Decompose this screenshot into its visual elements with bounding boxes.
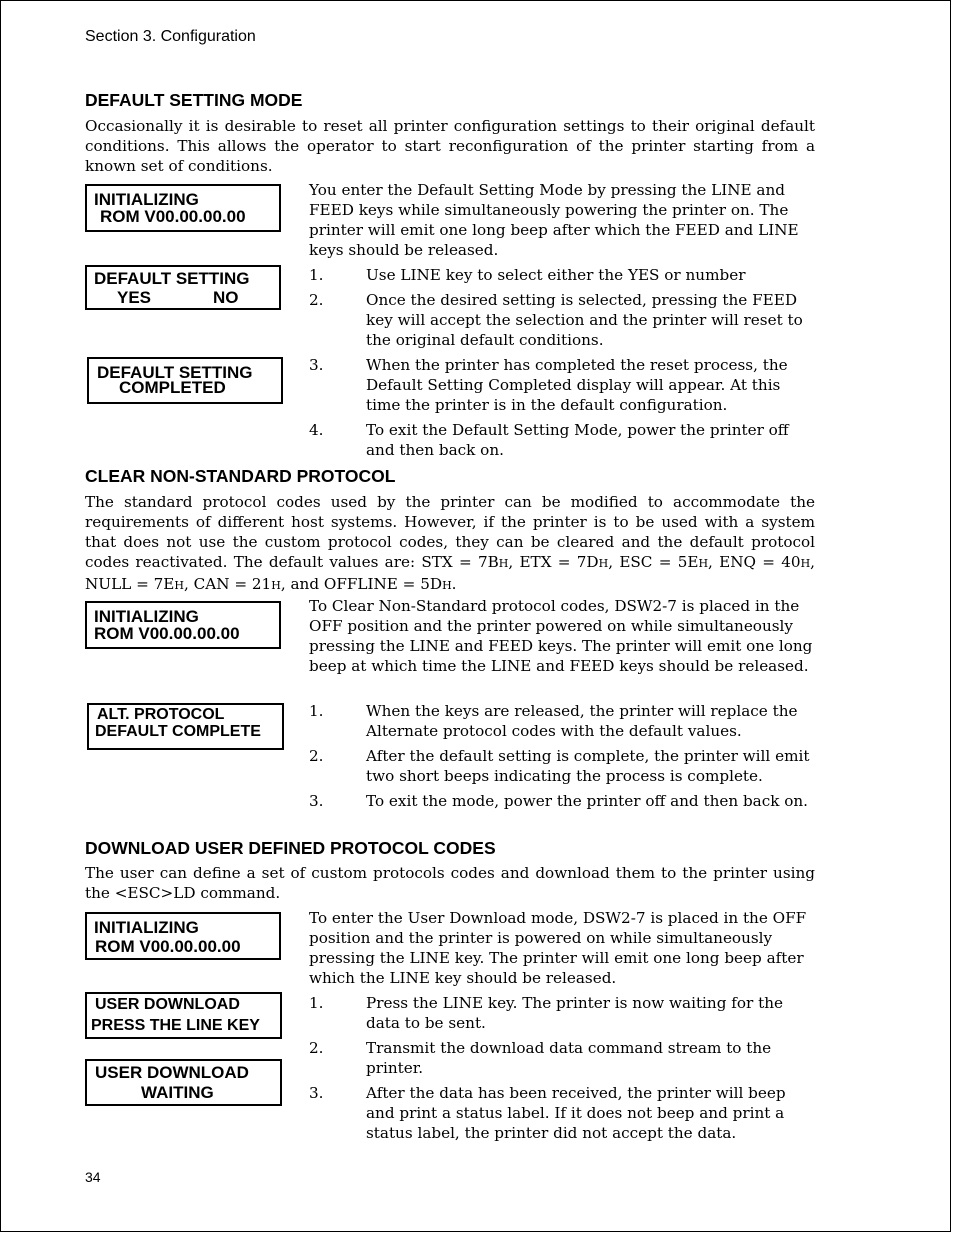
section-lead-default-setting: You enter the Default Setting Mode by pressing the LINE and FEED keys while simultaneously powering the printer on. The printer will emit one long beep after which the FEED and LINE keys should be released.: [309, 181, 799, 259]
section-intro-default-setting: Occasionally it is desirable to reset all printer configuration settings to their original default conditions. This allows the operator to start reconfiguration of the printer starting from a known set of conditions.: [85, 117, 815, 175]
lcd-line-2: ROM V00.00.00.00: [100, 207, 246, 226]
section-header: Section 3. Configuration: [85, 28, 256, 45]
section-lead-download-protocol: To enter the User Download mode, DSW2-7 is placed in the OFF position and the printer is powered on while simultaneously pressing the LINE key. The printer will emit one long beep after which the LINE key should be released.: [309, 909, 807, 987]
lcd-line-1: ALT. PROTOCOL: [97, 706, 225, 723]
lcd-line-2: ROM V00.00.00.00: [95, 937, 241, 956]
step-number: 1.: [309, 994, 324, 1012]
lcd-line-1: DEFAULT SETTING: [97, 363, 253, 382]
lcd-display-initializing: [85, 184, 281, 232]
section-title-clear-protocol: CLEAR NON-STANDARD PROTOCOL: [85, 466, 396, 486]
step-number: 4.: [309, 421, 324, 439]
lcd-line-1: INITIALIZING: [94, 918, 199, 937]
section-title-download-protocol: DOWNLOAD USER DEFINED PROTOCOL CODES: [85, 838, 496, 858]
lcd-display-alt-protocol: [87, 703, 284, 750]
step-text: After the default setting is complete, the printer will emit two short beeps indicating the process is complete.: [366, 747, 810, 785]
lcd-line-1: INITIALIZING: [94, 190, 199, 209]
lcd-line-1: USER DOWNLOAD: [95, 996, 240, 1013]
step-text: When the keys are released, the printer will replace the Alternate protocol codes with the default values.: [366, 702, 798, 740]
lcd-option-yes: YES: [117, 288, 152, 307]
section-intro-download-protocol: The user can define a set of custom protocols codes and download them to the printer using the <ESC>LD command.: [85, 864, 815, 902]
lcd-line-2: ROM V00.00.00.00: [94, 624, 240, 643]
lcd-display-initializing: [85, 912, 281, 960]
lcd-display-user-download-press: [85, 992, 282, 1039]
lcd-line-2: WAITING: [141, 1083, 214, 1102]
lcd-option-no: NO: [213, 288, 239, 307]
step-number: 1.: [309, 266, 324, 284]
page-number: 34: [85, 1169, 101, 1185]
lcd-line-1: INITIALIZING: [94, 607, 199, 626]
step-number: 2.: [309, 747, 324, 765]
step-text: Transmit the download data command stream to the printer.: [366, 1039, 772, 1077]
step-text: When the printer has completed the reset process, the Default Setting Completed display will appear. At this time the printer is in the default configuration.: [366, 356, 788, 414]
section-intro-clear-protocol: The standard protocol codes used by the printer can be modified to accommodate the requirements of different host systems. However, if the printer is to be used with a system that does not use the custom protocol codes, they can be cleared and the default protocol codes reactivated. The default values are: STX = 7BH, ETX = 7DH, ESC = 5EH, ENQ = 40H, NULL = 7EH, CAN = 21H, and OFFLINE = 5DH.: [85, 493, 815, 593]
step-number: 2.: [309, 291, 324, 309]
lcd-line-1: DEFAULT SETTING: [94, 269, 250, 288]
section-title-default-setting: DEFAULT SETTING MODE: [85, 90, 303, 110]
step-number: 3.: [309, 792, 324, 810]
lcd-display-user-download-waiting: [85, 1059, 282, 1106]
lcd-display-initializing: [85, 601, 281, 649]
lcd-line-2: DEFAULT COMPLETE: [95, 723, 261, 740]
lcd-display-default-setting-yes-no: [85, 265, 281, 310]
step-text: Use LINE key to select either the YES or number: [366, 266, 746, 284]
step-text: Press the LINE key. The printer is now waiting for the data to be sent.: [366, 994, 783, 1032]
step-number: 1.: [309, 702, 324, 720]
step-text: To exit the mode, power the printer off and then back on.: [366, 792, 809, 810]
lcd-line-1: USER DOWNLOAD: [95, 1063, 249, 1082]
lcd-line-2: PRESS THE LINE KEY: [91, 1017, 260, 1034]
lcd-line-2: COMPLETED: [119, 378, 226, 397]
step-text: After the data has been received, the printer will beep and print a status label. If it does not beep and print a status label, the printer did not accept the data.: [366, 1084, 786, 1142]
step-text: To exit the Default Setting Mode, power the printer off and then back on.: [366, 421, 789, 459]
lcd-display-default-setting-completed: [87, 357, 283, 404]
step-text: Once the desired setting is selected, pressing the FEED key will accept the selection and the printer will reset to the original default conditions.: [366, 291, 803, 349]
step-number: 3.: [309, 1084, 324, 1102]
section-lead-clear-protocol: To Clear Non-Standard protocol codes, DSW2-7 is placed in the OFF position and the printer powered on while simultaneously pressing the LINE and FEED keys. The printer will emit one long beep at which time the LINE and FEED keys should be released.: [309, 597, 813, 675]
step-number: 2.: [309, 1039, 324, 1057]
step-number: 3.: [309, 356, 324, 374]
